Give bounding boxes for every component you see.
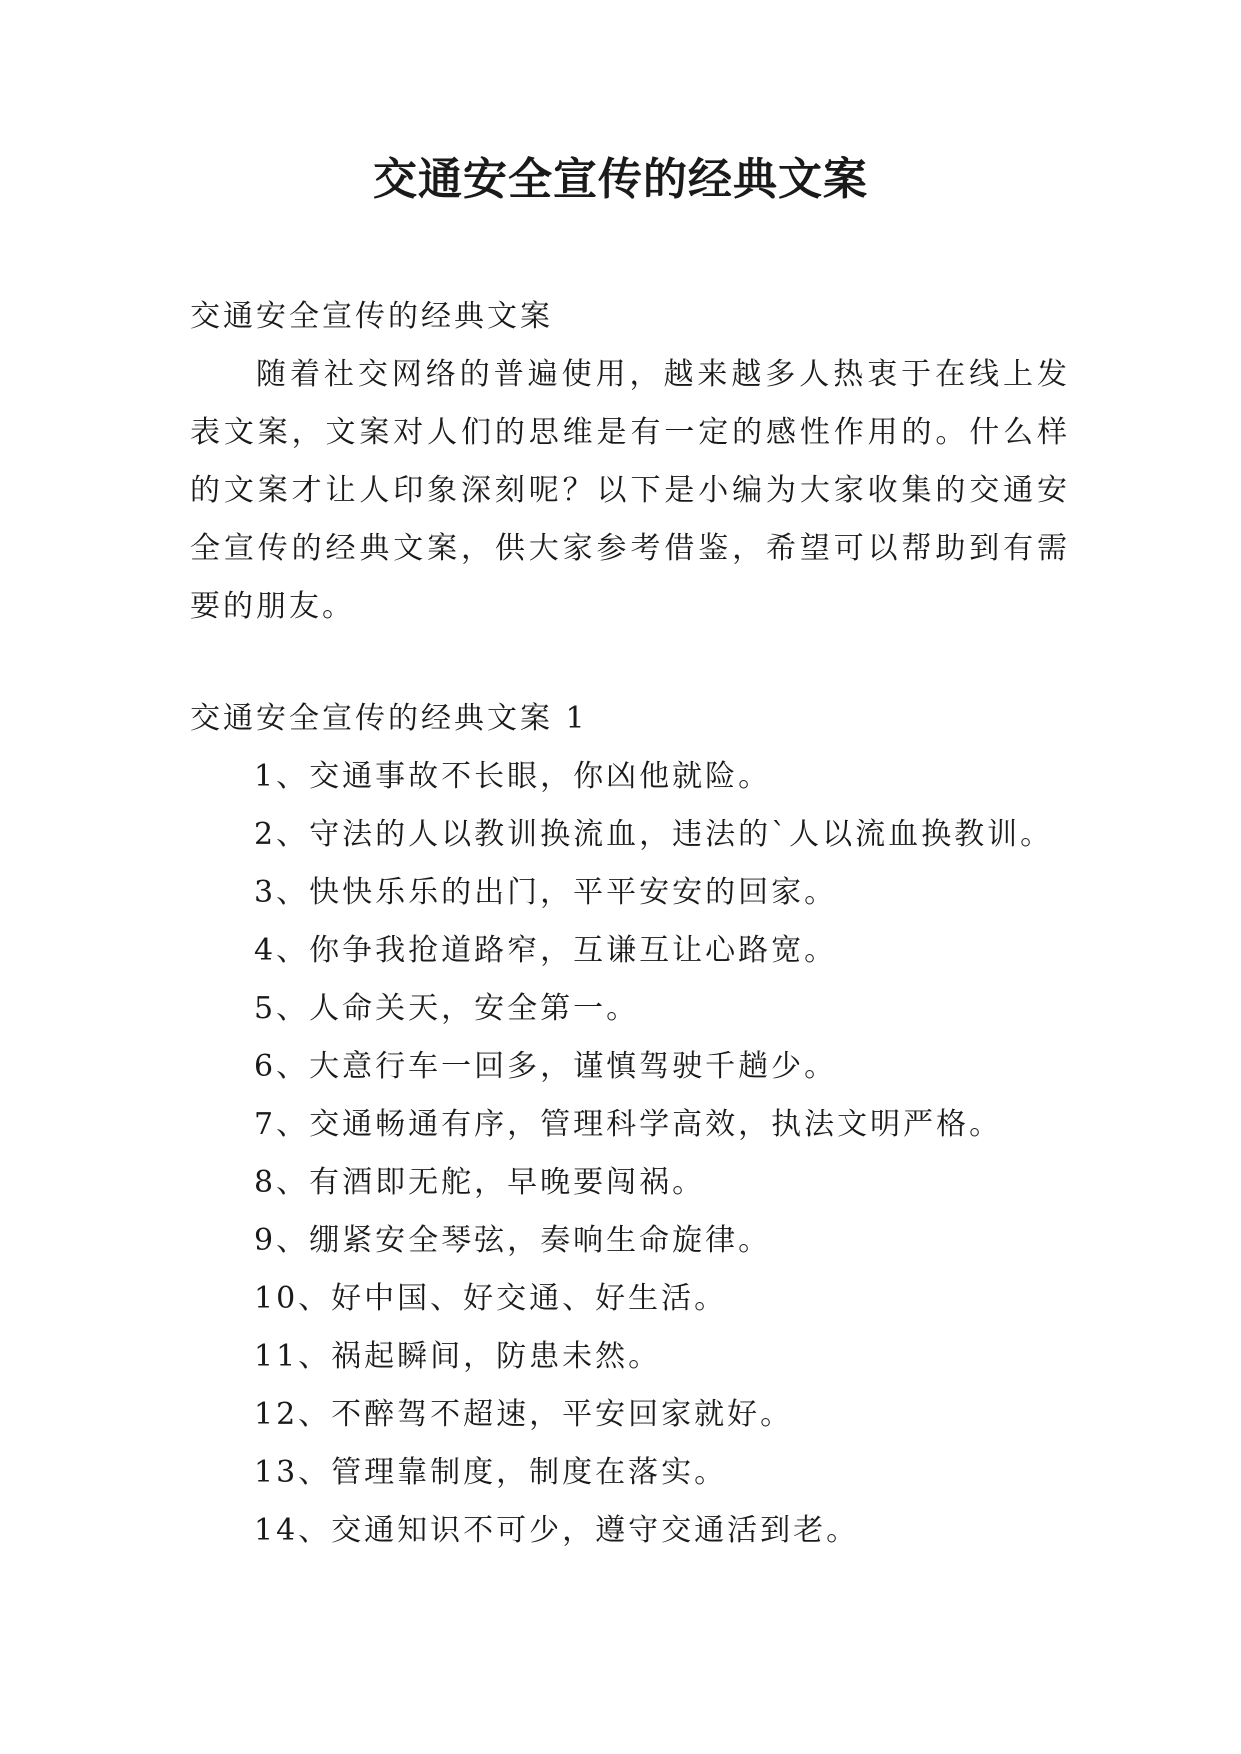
list-item: 12、不醉驾不超速，平安回家就好。	[254, 1397, 794, 1432]
slogan-list	[190, 748, 1070, 1560]
list-item: 11、祸起瞬间，防患未然。	[254, 1339, 662, 1374]
list-item: 14、交通知识不可少，遵守交通活到老。	[254, 1513, 860, 1548]
list-item: 6、大意行车一回多，谨慎驾驶千趟少。	[254, 1049, 838, 1084]
document-title: 交通安全宣传的经典文案	[373, 154, 868, 205]
list-item: 4、你争我抢道路窄，互谦互让心路宽。	[254, 933, 838, 968]
list-item: 9、绷紧安全琴弦，奏响生命旋律。	[254, 1223, 772, 1258]
document-body	[190, 288, 1070, 1560]
list-item: 7、交通畅通有序，管理科学高效，执法文明严格。	[254, 1107, 1003, 1142]
document-subtitle: 交通安全宣传的经典文案	[190, 299, 553, 334]
list-item: 13、管理靠制度，制度在落实。	[254, 1455, 728, 1490]
list-item: 1、交通事故不长眼，你凶他就险。	[254, 759, 772, 794]
intro-paragraph: 随着社交网络的普遍使用，越来越多人热衷于在线上发表文案，文案对人们的思维是有一定的感性作用的。什么样的文案才让人印象深刻呢？以下是小编为大家收集的交通安全宣传的经典文案，供大家参考借鉴，希望可以帮助到有需要的朋友。	[190, 357, 1070, 624]
list-item: 8、有酒即无舵，早晚要闯祸。	[254, 1165, 706, 1200]
list-item: 2、守法的人以教训换流血，违法的`人以流血换教训。	[254, 817, 1054, 852]
section-heading: 交通安全宣传的经典文案 1	[190, 701, 588, 736]
list-item: 3、快快乐乐的出门，平平安安的回家。	[254, 875, 838, 910]
list-item: 10、好中国、好交通、好生活。	[254, 1281, 728, 1316]
list-item: 5、人命关天，安全第一。	[254, 991, 640, 1026]
